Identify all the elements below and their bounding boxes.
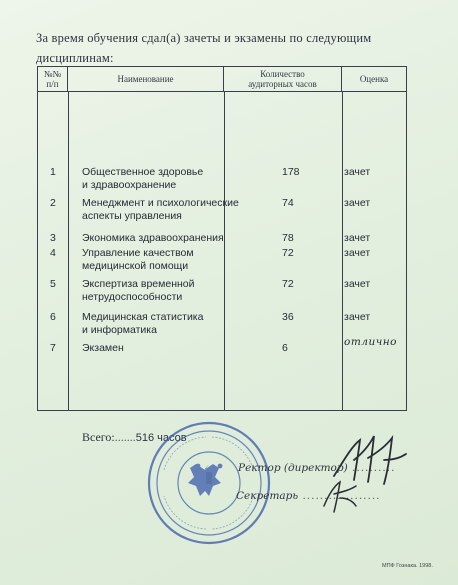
- total-value: 516 часов: [135, 432, 187, 444]
- table-row: 2 Менеджмент и психологические аспекты управления 74 зачет: [50, 197, 371, 222]
- table-row: 3 Экономика здравоохранения 78 зачет: [50, 232, 371, 244]
- secretary-handwritten-signature: [318, 476, 362, 516]
- heading-line-1: За время обучения сдал(а) зачеты и экзамены по следующим: [36, 31, 372, 45]
- total-hours: Всего:.......516 часов: [82, 430, 187, 444]
- printer-imprint: МПФ Гознака. 1998.: [382, 563, 433, 569]
- table-body: [38, 92, 406, 410]
- table-row: 1 Общественное здоровье и здравоохранение 178 зачет: [50, 166, 371, 191]
- table-row: 5 Экспертиза временной нетрудоспособности 72 зачет: [50, 278, 371, 303]
- header-grade: Оценка: [342, 67, 407, 92]
- total-label: Всего:: [82, 430, 115, 444]
- rector-label: Ректор (директор): [238, 462, 348, 474]
- official-seal-stamp: [146, 420, 272, 546]
- header-name: Наименование: [68, 67, 224, 92]
- secretary-signature-line: Секретарь ..................: [236, 490, 381, 502]
- header-hours: Количество аудиторных часов: [224, 67, 342, 92]
- table-header-row: [38, 67, 407, 92]
- table-row: 4 Управление качеством медицинской помощи 72 зачет: [50, 247, 371, 272]
- heading: [36, 28, 436, 68]
- rector-signature-line: Ректор (директор) ..........: [238, 462, 396, 474]
- grades-table: [37, 66, 407, 411]
- secretary-label: Секретарь: [236, 490, 299, 502]
- table-row: 7 Экзамен 6 отлично: [50, 336, 397, 354]
- heading-line-2: дисциплинам:: [36, 51, 114, 65]
- header-number: №№ п/п: [38, 67, 68, 92]
- table-row: 6 Медицинская статистика и информатика 36 зачет: [50, 311, 371, 336]
